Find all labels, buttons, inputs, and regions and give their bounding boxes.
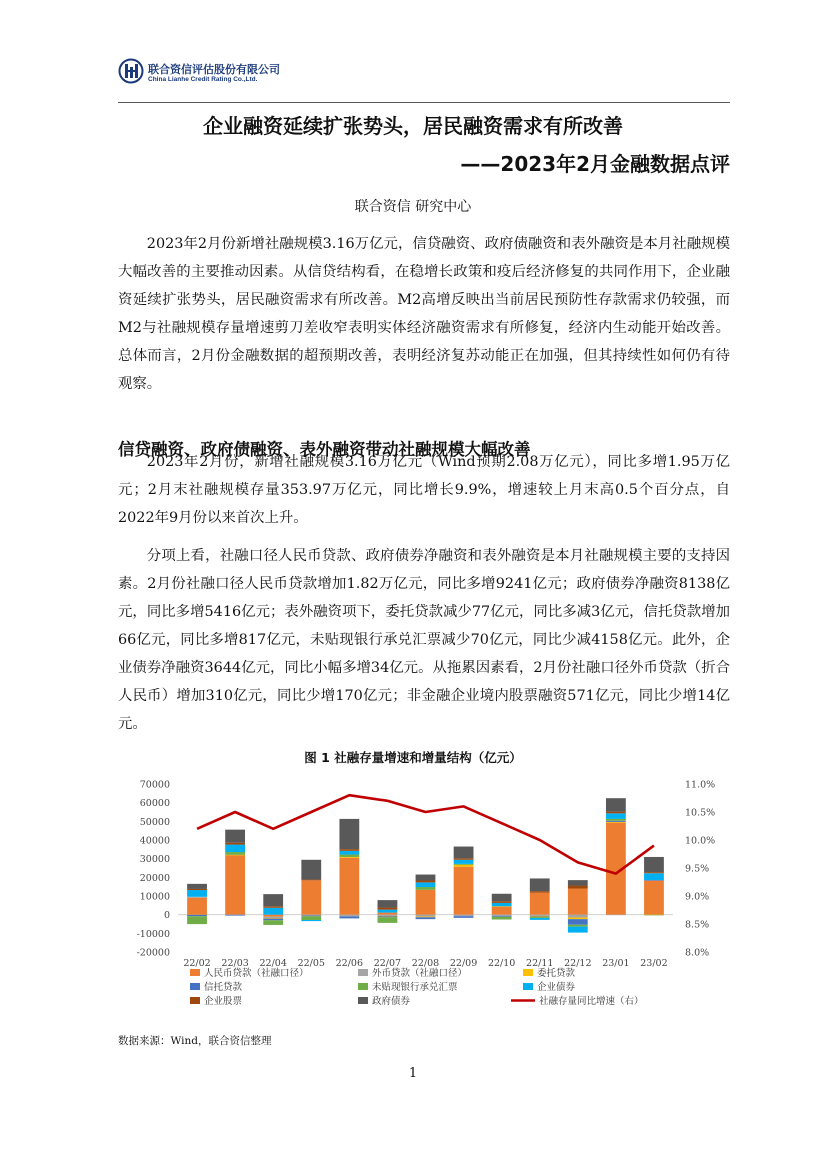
bar-segment	[339, 855, 359, 857]
x-tick-label: 22/09	[449, 958, 478, 969]
bar-segment	[568, 915, 588, 918]
y-right-tick-label: 9.5%	[685, 863, 710, 875]
x-tick-label: 22/07	[373, 958, 402, 969]
bar-segment	[454, 865, 474, 867]
social-financing-chart	[118, 768, 730, 1026]
bar-segment	[416, 875, 436, 881]
bar-segment	[225, 843, 245, 845]
bar-segment	[606, 813, 626, 819]
bar-segment	[568, 917, 588, 919]
company-logo-icon	[118, 58, 144, 84]
bar-segment	[530, 893, 550, 915]
bar-segment	[339, 819, 359, 849]
bar-segment	[301, 860, 321, 880]
y-left-tick-label: 60000	[139, 798, 170, 810]
y-left-tick-label: 10000	[139, 891, 170, 903]
x-tick-label: 22/12	[564, 958, 592, 969]
bar-segment	[454, 860, 474, 864]
bar-segment	[568, 925, 588, 927]
bar-segment	[644, 873, 664, 880]
bar-segment	[378, 917, 398, 923]
bar-segment	[378, 915, 398, 916]
y-left-tick-label: 70000	[139, 779, 170, 791]
bar-segment	[263, 894, 283, 906]
bar-segment	[225, 830, 245, 843]
bar-segment	[568, 927, 588, 933]
bar-segment	[339, 857, 359, 858]
legend-swatch	[358, 983, 368, 990]
y-right-tick-label: 10.0%	[685, 835, 716, 847]
bar-segment	[492, 916, 512, 917]
bar-segment	[378, 916, 398, 917]
y-right-tick-label: 9.0%	[685, 891, 710, 903]
bar-segment	[263, 919, 283, 921]
bar-segment	[339, 917, 359, 919]
bar-segment	[644, 880, 664, 881]
x-tick-label: 22/11	[526, 958, 554, 969]
bar-segment	[225, 915, 245, 916]
bar-segment	[530, 917, 550, 918]
legend-swatch	[523, 983, 533, 990]
legend-label: 政府债券	[372, 996, 411, 1007]
bar-segment	[339, 849, 359, 851]
bar-segment	[301, 916, 321, 917]
bar-segment	[301, 880, 321, 881]
bar-segment	[301, 920, 321, 921]
bar-segment	[301, 915, 321, 916]
bar-segment	[301, 880, 321, 914]
bar-segment	[416, 917, 436, 918]
bar-segment	[568, 919, 588, 925]
y-right-tick-label: 8.0%	[685, 947, 710, 959]
bar-segment	[187, 916, 207, 924]
legend-label: 信托贷款	[204, 982, 243, 993]
legend-label: 人民币贷款（社融口径）	[204, 968, 309, 979]
report-author: 联合资信 研究中心	[354, 199, 472, 215]
bar-segment	[606, 915, 626, 916]
bar-segment	[187, 889, 207, 890]
bar-segment	[187, 915, 207, 916]
bar-segment	[644, 872, 664, 873]
y-right-tick-label: 10.5%	[685, 807, 716, 819]
bar-segment	[187, 884, 207, 889]
bar-segment	[263, 915, 283, 917]
bar-segment	[606, 812, 626, 814]
company-name-en: China Lianhe Credit Rating Co.,Ltd.	[148, 76, 258, 83]
report-title: 企业融资延续扩张势头，居民融资需求有所改善	[203, 114, 623, 138]
bar-segment	[568, 880, 588, 885]
bar-segment	[378, 908, 398, 910]
bar-segment	[492, 901, 512, 903]
growth-rate-line	[197, 795, 654, 873]
report-subtitle: ——2023年2月金融数据点评	[460, 152, 730, 176]
bar-segment	[492, 917, 512, 920]
bar-segment	[378, 900, 398, 907]
bar-segment	[339, 858, 359, 915]
x-tick-label: 23/01	[602, 958, 630, 969]
bar-segment	[606, 822, 626, 823]
y-left-tick-label: 0	[163, 910, 170, 922]
bar-segment	[454, 916, 474, 918]
x-tick-label: 22/10	[487, 958, 516, 969]
source-note: 数据来源：Wind，联合资信整理	[118, 1035, 272, 1047]
legend-swatch	[190, 969, 200, 976]
bar-segment	[530, 917, 550, 918]
company-name-cn: 联合资信评估股份有限公司	[148, 63, 280, 76]
bar-segment	[606, 821, 626, 822]
bar-segment	[606, 819, 626, 821]
page-header	[118, 58, 730, 103]
legend-label: 未贴现银行承兑汇票	[372, 982, 458, 993]
legend-swatch	[190, 983, 200, 990]
x-tick-label: 22/08	[411, 958, 440, 969]
x-tick-label: 23/02	[640, 958, 668, 969]
bar-segment	[378, 910, 398, 913]
bar-segment	[416, 915, 436, 917]
bar-segment	[492, 915, 512, 916]
bar-segment	[225, 845, 245, 852]
legend-label: 企业债券	[537, 982, 576, 993]
bar-segment	[301, 916, 321, 920]
bar-segment	[644, 915, 664, 916]
bar-segment	[225, 855, 245, 856]
bar-segment	[454, 915, 474, 916]
figure-title: 图 1 社融存量增速和增量结构（亿元）	[304, 750, 522, 765]
y-left-tick-label: -10000	[136, 928, 170, 940]
bar-segment	[492, 894, 512, 901]
bar-segment	[416, 887, 436, 890]
y-left-tick-label: 50000	[139, 816, 170, 828]
bar-segment	[187, 890, 207, 897]
y-left-tick-label: 30000	[139, 854, 170, 866]
bar-segment	[644, 881, 664, 915]
bar-segment	[530, 916, 550, 917]
legend-swatch	[358, 997, 368, 1004]
bar-segment	[378, 913, 398, 915]
bar-segment	[530, 891, 550, 892]
bar-segment	[492, 903, 512, 906]
section-heading: 信贷融资、政府债融资、表外融资带动社融规模大幅改善	[118, 440, 531, 459]
paragraph-components: 分项上看，社融口径人民币贷款、政府债券净融资和表外融资是本月社融规模主要的支持因素。2月份社融口径人民币贷款增加1.82万亿元，同比多增9241亿元；政府债券净融资8138亿元，同比多增5416亿元；表外融资项下，委托贷款减少77亿元，同比多减3亿元，信托贷款增加66亿元，同比多增817亿元，未贴现银行承兑汇票减少70亿元，同比少减4158亿元。此外，企业债券净融资3644亿元，同比小幅多增34亿元。从拖累因素看，2月份社融口径外币贷款（折合人民币）增加310亿元，同比少增170亿元；非金融企业境内股票融资571亿元，同比少增14亿元。	[118, 548, 730, 732]
legend-swatch	[358, 969, 368, 976]
bar-segment	[492, 906, 512, 907]
x-tick-label: 22/02	[183, 958, 211, 969]
bar-segment	[530, 918, 550, 920]
bar-segment	[454, 867, 474, 915]
bar-segment	[225, 855, 245, 915]
bar-segment	[416, 917, 436, 919]
y-left-tick-label: 20000	[139, 872, 170, 884]
bar-segment	[339, 915, 359, 917]
bar-segment	[416, 882, 436, 887]
paragraph-summary: 2023年2月份新增社融规模3.16万亿元，信贷融资、政府债融资和表外融资是本月社融规模大幅改善的主要推动因素。从信贷结构看，在稳增长政策和疫后经济修复的共同作用下，企业融资延续扩张势头，居民融资需求有所改善。M2高增反映出当前居民预防性存款需求仍较强，而M2与社融规模存量增速剪刀差收窄表明实体经济融资需求有所修复，经济内生动能开始改善。总体而言，2月份金融数据的超预期改善，表明经济复苏动能正在加强，但其持续性如何仍有待观察。	[118, 236, 730, 392]
y-left-tick-label: 40000	[139, 835, 170, 847]
bar-segment	[530, 915, 550, 916]
bar-segment	[454, 858, 474, 859]
bar-segment	[263, 917, 283, 918]
bar-segment	[454, 847, 474, 859]
bar-segment	[644, 857, 664, 872]
legend-label: 企业股票	[204, 996, 243, 1007]
bar-segment	[187, 897, 207, 898]
bar-segment	[454, 864, 474, 865]
bar-segment	[492, 906, 512, 914]
bar-segment	[339, 851, 359, 855]
legend-swatch	[190, 997, 200, 1004]
bar-segment	[530, 878, 550, 891]
bar-segment	[568, 889, 588, 915]
page-number: 1	[408, 1066, 418, 1081]
bar-segment	[416, 881, 436, 883]
bar-segment	[187, 898, 207, 915]
y-right-tick-label: 11.0%	[685, 779, 716, 791]
bar-segment	[225, 852, 245, 855]
legend-swatch	[523, 969, 533, 976]
bar-segment	[263, 918, 283, 919]
legend-label: 委托贷款	[537, 968, 576, 979]
legend-label: 外币贷款（社融口径）	[372, 968, 468, 979]
bar-segment	[263, 920, 283, 925]
y-left-tick-label: -20000	[136, 947, 170, 959]
legend-label: 社融存量同比增速（右）	[539, 996, 644, 1007]
bar-segment	[568, 886, 588, 889]
bar-segment	[263, 906, 283, 907]
x-tick-label: 22/04	[259, 958, 287, 969]
bar-segment	[606, 798, 626, 811]
y-right-tick-label: 8.5%	[685, 919, 710, 931]
bar-segment	[416, 890, 436, 915]
x-tick-label: 22/05	[297, 958, 325, 969]
x-tick-label: 22/03	[221, 958, 249, 969]
bar-segment	[263, 908, 283, 915]
x-tick-label: 22/06	[335, 958, 364, 969]
paragraph-overview: 2023年2月份，新增社融规模3.16万亿元（Wind预期2.08万亿元），同比多增1.95万亿元；2月末社融规模存量353.97万亿元，同比增长9.9%，增速较上月末高0.5个百分点，自2022年9月份以来首次上升。	[118, 454, 730, 526]
